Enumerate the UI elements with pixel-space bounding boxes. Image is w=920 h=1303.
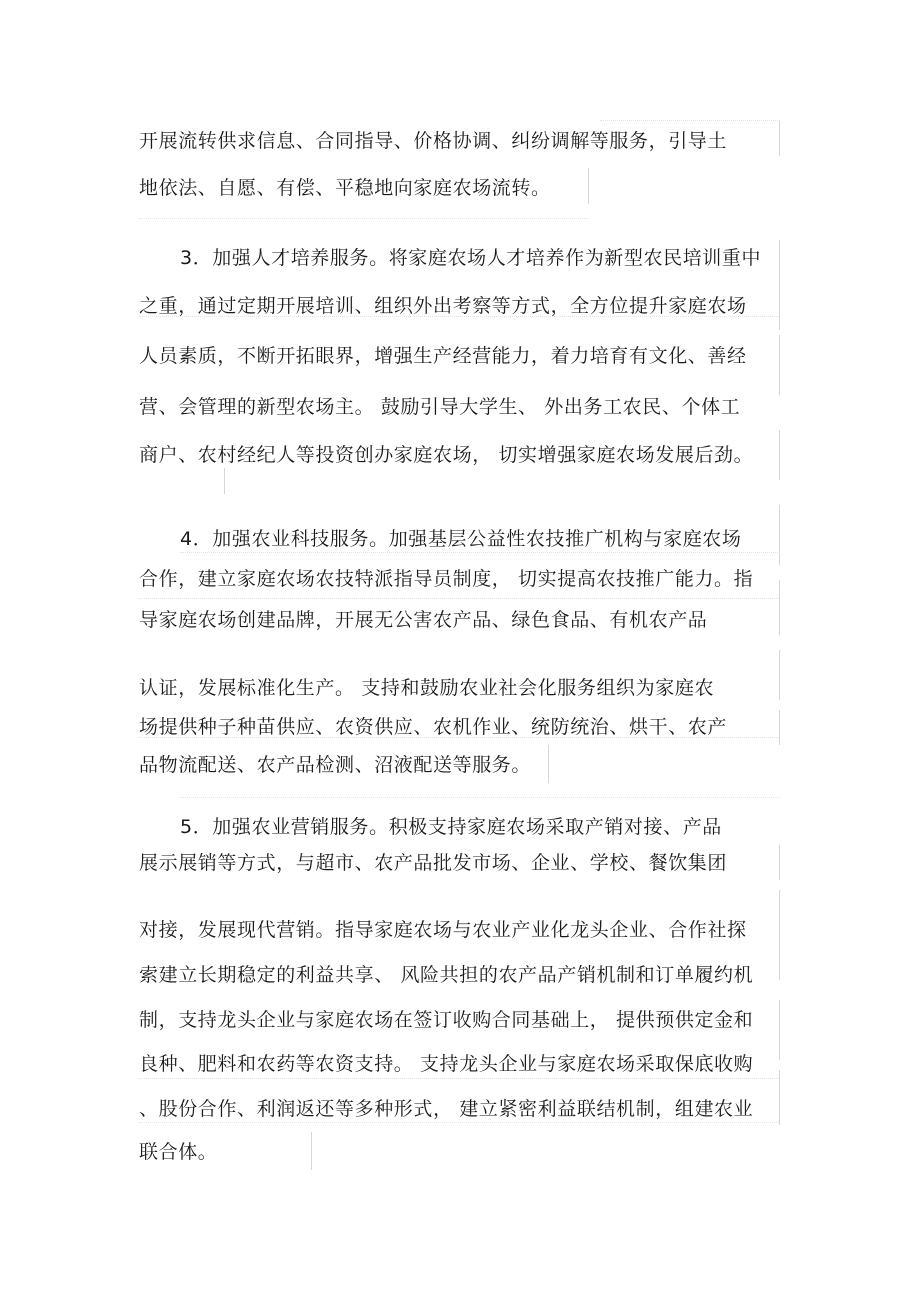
scan-artifact-rule [139, 737, 779, 738]
scan-artifact-rule [139, 598, 779, 599]
scan-artifact-rule [779, 335, 780, 395]
scan-artifact-rule [180, 552, 780, 553]
text-line: 导家庭农场创建品牌，开展无公害农产品、绿色食品、有机农产品 [139, 609, 708, 631]
scan-artifact-rule [779, 650, 780, 700]
scan-artifact-rule [180, 797, 780, 798]
scan-artifact-rule [139, 218, 589, 219]
scan-artifact-rule [779, 890, 780, 980]
scan-artifact-rule [779, 240, 780, 330]
text-line: 人员素质，不断开拓眼界，增强生产经营能力，着力培育有文化、善经 [139, 345, 747, 367]
scan-artifact-rule [779, 710, 780, 745]
text-line: 3．加强人才培养服务。将家庭农场人才培养作为新型农民培训重中 [180, 247, 762, 269]
scan-artifact-rule [548, 745, 549, 783]
scan-artifact-rule [779, 845, 780, 880]
scan-artifact-rule [139, 316, 779, 317]
text-line: 对接，发展现代营销。指导家庭农场与农业产业化龙头企业、合作社探 [139, 919, 747, 941]
scan-artifact-rule [779, 1070, 780, 1125]
text-line: 、股份合作、利润返还等多种形式， 建立紧密利益联结机制，组建农业 [139, 1098, 754, 1120]
text-line: 地依法、自愿、有偿、平稳地向家庭农场流转。 [139, 177, 551, 199]
text-line: 4．加强农业科技服务。加强基层公益性农技推广机构与家庭农场 [180, 528, 742, 550]
text-line: 制，支持龙头企业与家庭农场在签订收购合同基础上， 提供预供定金和 [139, 1009, 754, 1031]
scan-artifact-rule [139, 1122, 779, 1123]
scan-artifact-rule [588, 168, 589, 204]
text-line: 5．加强农业营销服务。积极支持家庭农场采取产销对接、产品 [180, 816, 722, 838]
text-line: 联合体。 [139, 1141, 218, 1163]
scan-artifact-rule [224, 468, 225, 494]
text-line: 索建立长期稳定的利益共享、 风险共担的农产品产销机制和订单履约机 [139, 964, 754, 986]
text-line: 商户、农村经纪人等投资创办家庭农场， 切实增强家庭农场发展后劲。 [139, 444, 754, 466]
scan-artifact-rule [779, 120, 780, 156]
scan-artifact-rule [311, 1132, 312, 1170]
scan-artifact-rule [779, 1000, 780, 1060]
scan-artifact-rule [600, 120, 780, 121]
text-line: 合作，建立家庭农场农技特派指导员制度， 切实提高农技推广能力。指 [139, 568, 754, 590]
scan-artifact-rule [779, 580, 780, 635]
scan-artifact-rule [139, 1078, 779, 1079]
scan-artifact-rule [779, 430, 780, 480]
text-line: 品物流配送、农产品检测、沼液配送等服务。 [139, 754, 532, 776]
scan-artifact-rule [779, 505, 780, 565]
text-line: 场提供种子种苗供应、农资供应、农机作业、统防统治、烘干、农产 [139, 716, 728, 738]
text-line: 开展流转供求信息、合同指导、价格协调、纠纷调解等服务，引导土 [139, 130, 728, 152]
text-line: 营、会管理的新型农场主。 鼓励引导大学生、 外出务工农民、个体工 [139, 396, 741, 418]
text-line: 展示展销等方式，与超市、农产品批发市场、企业、学校、餐饮集团 [139, 852, 728, 874]
text-line: 之重，通过定期开展培训、组织外出考察等方式，全方位提升家庭农场 [139, 295, 747, 317]
text-line: 良种、肥料和农药等农资支持。 支持龙头企业与家庭农场采取保底收购 [139, 1053, 754, 1075]
text-line: 认证，发展标准化生产。 支持和鼓励农业社会化服务组织为家庭农 [139, 677, 715, 699]
